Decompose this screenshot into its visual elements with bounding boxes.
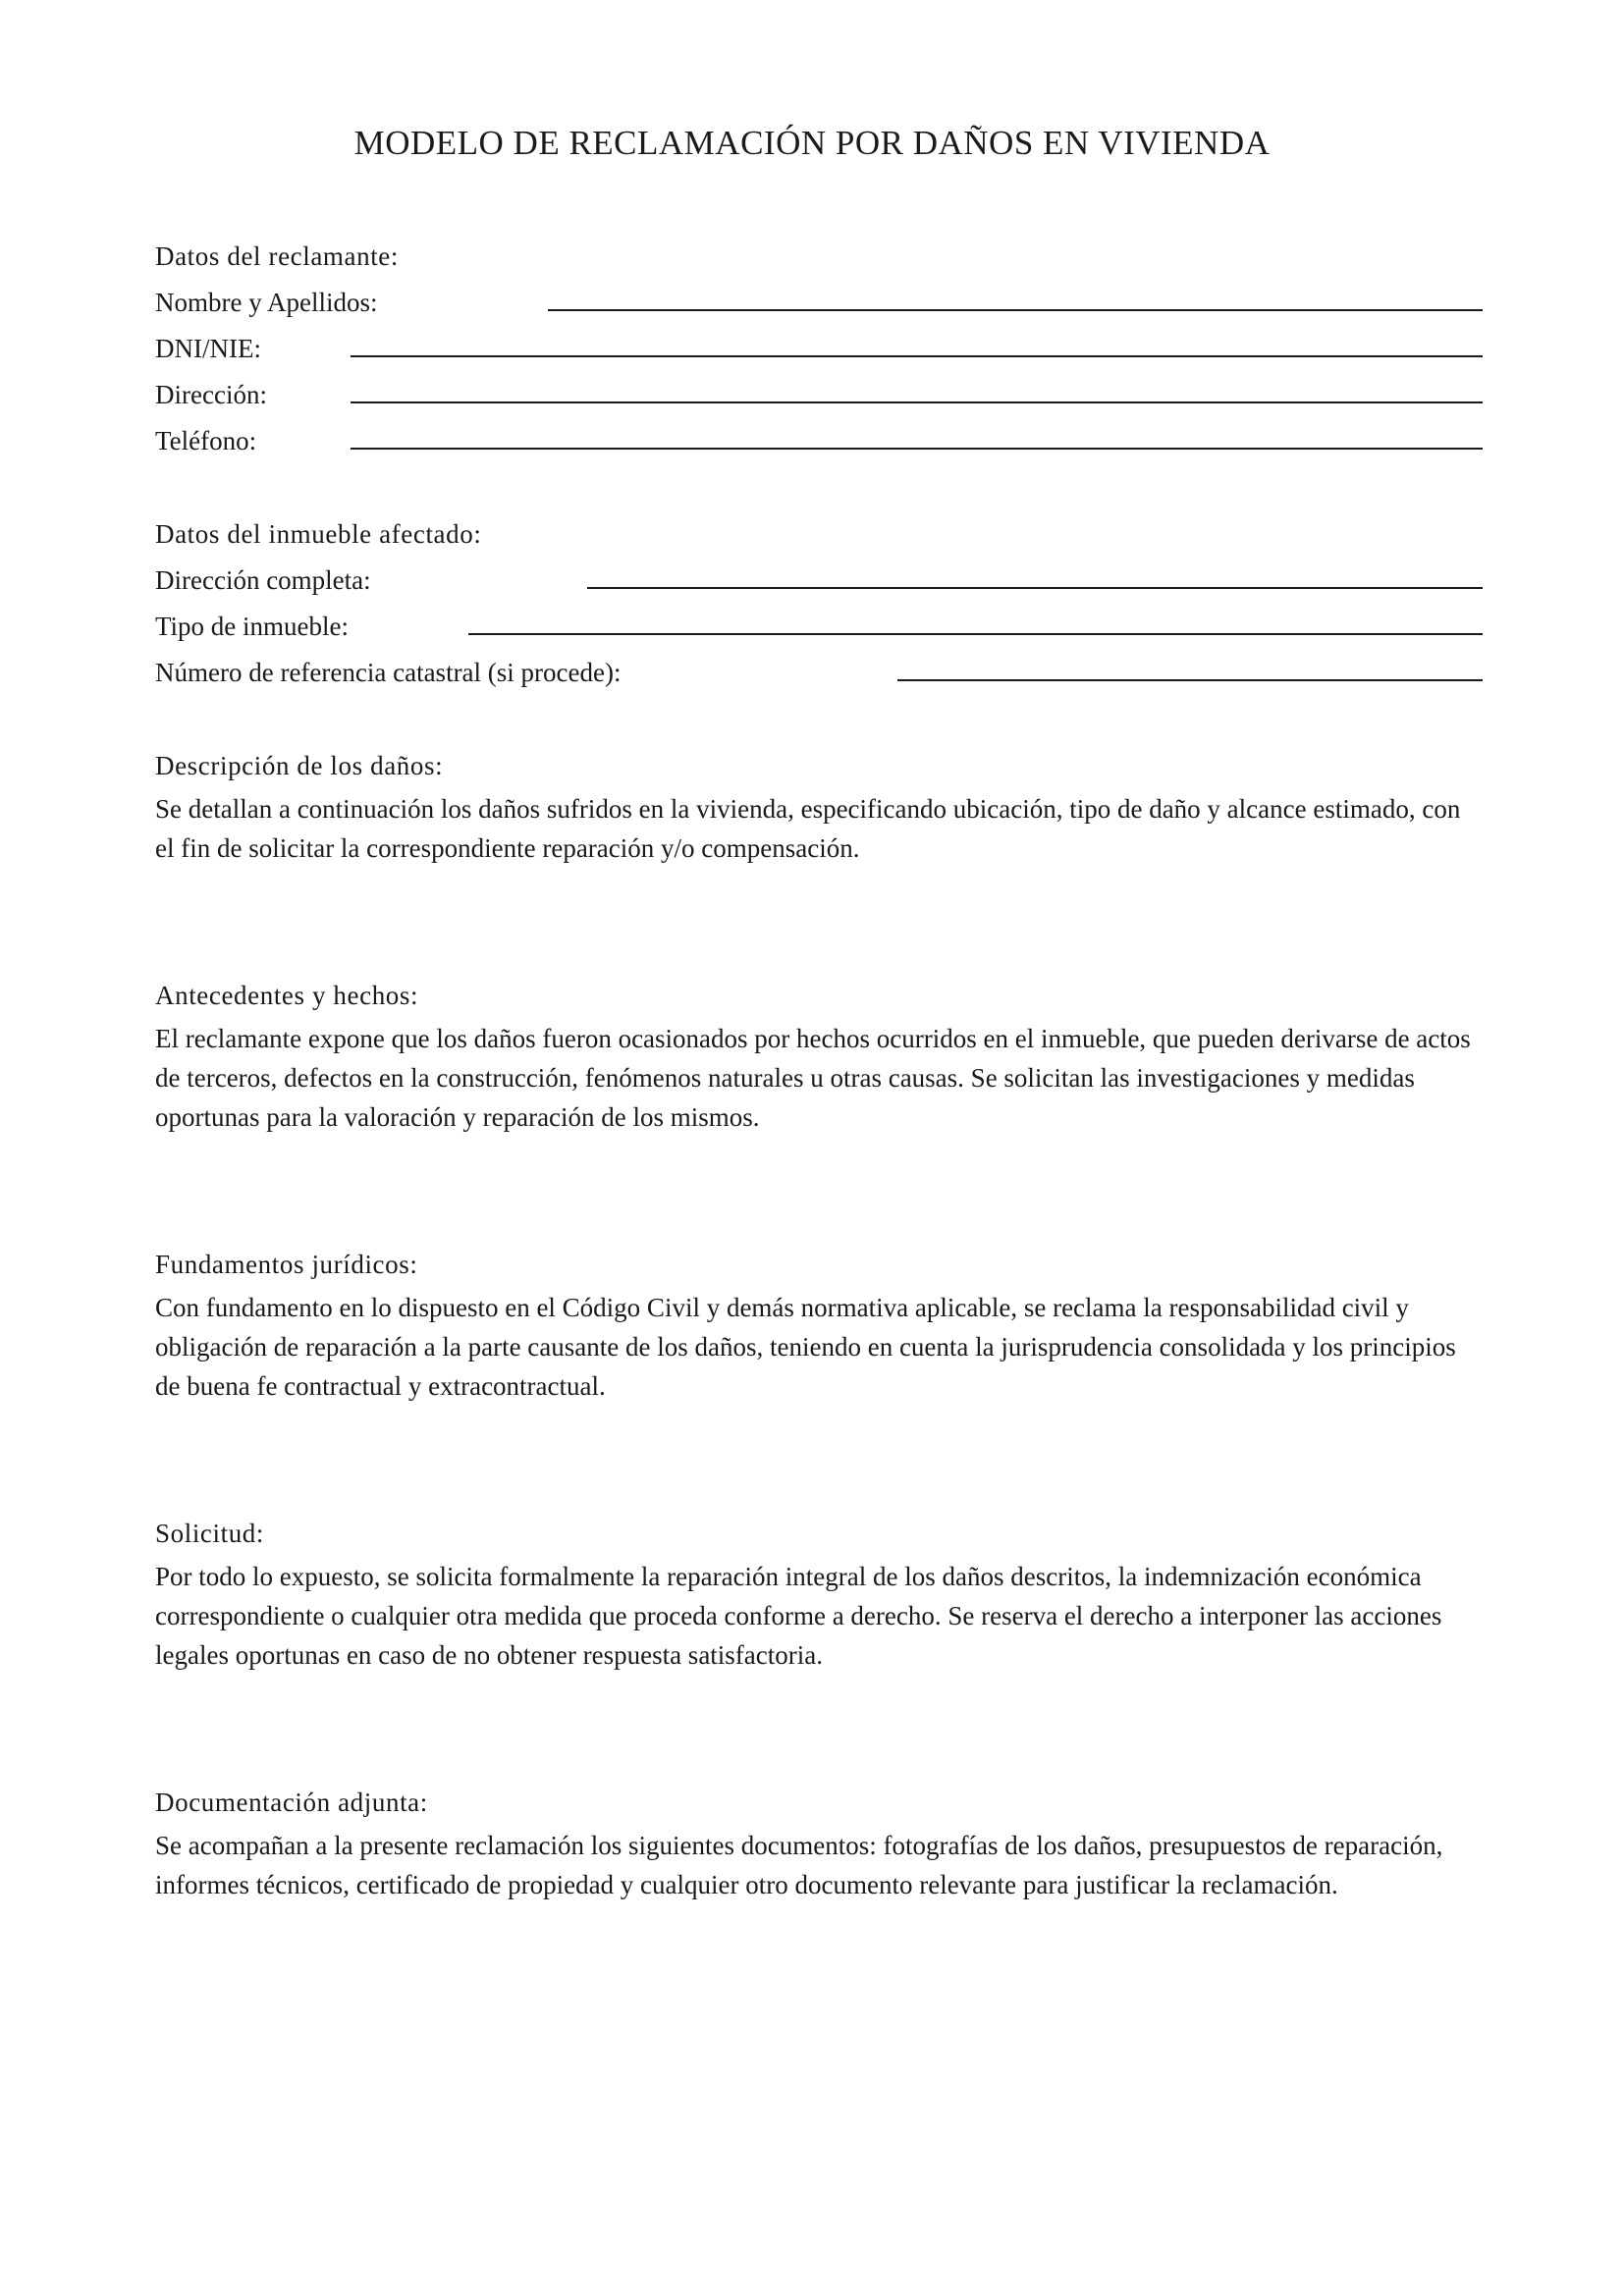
damage-description-text: Se detallan a continuación los daños sufridos en la vivienda, especificando ubicación, tipo de daño y alcance estimado, con el fin de solicitar la correspondiente reparación y/o compensación. (155, 794, 1461, 863)
claimant-dni-field[interactable] (351, 355, 1483, 357)
legal-grounds-section (155, 1242, 1483, 1406)
property-cadastral-row (155, 650, 1483, 696)
spacer (155, 868, 1483, 973)
background-text: El reclamante expone que los daños fueron ocasionados por hechos ocurridos en el inmueble, que pueden derivarse de actos de terceros, defectos en la construcción, fenómenos naturales u otras causas. Se solicitan las investigaciones y medidas oportunas para la valoración y reparación de los mismos. (155, 1024, 1471, 1132)
property-address-field[interactable] (587, 587, 1483, 589)
claimant-name-row (155, 280, 1483, 326)
damage-description-heading: Descripción de los daños: (155, 751, 444, 780)
claimant-address-field[interactable] (351, 401, 1483, 403)
property-type-label: Tipo de inmueble: (155, 612, 350, 641)
property-section (155, 511, 1483, 696)
property-address-label: Dirección completa: (155, 565, 371, 595)
attachments-text: Se acompañan a la presente reclamación los siguientes documentos: fotografías de los daños, presupuestos de reparación, informes técnicos, certificado de propiedad y cualquier otro documento relevante para justificar la reclamación. (155, 1831, 1443, 1899)
property-type-field[interactable] (468, 633, 1483, 635)
claimant-address-label: Dirección: (155, 380, 267, 409)
claimant-phone-field[interactable] (351, 448, 1483, 450)
background-section (155, 973, 1483, 1137)
spacer (155, 696, 1483, 743)
background-heading: Antecedentes y hechos: (155, 981, 419, 1010)
request-section (155, 1511, 1483, 1675)
property-heading: Datos del inmueble afectado: (155, 519, 482, 549)
claimant-phone-row (155, 418, 1483, 464)
property-cadastral-field[interactable] (897, 679, 1483, 681)
damage-description-section (155, 743, 1483, 868)
claimant-name-field[interactable] (548, 309, 1483, 311)
document-body (155, 234, 1483, 1904)
attachments-section (155, 1780, 1483, 1904)
document-title: MODELO DE RECLAMACIÓN POR DAÑOS EN VIVIENDA (353, 124, 1271, 162)
legal-grounds-text: Con fundamento en lo dispuesto en el Código Civil y demás normativa aplicable, se reclama la responsabilidad civil y obligación de reparación a la parte causante de los daños, teniendo en cuenta la jurisprudencia consolidada y los principios de buena fe contractual y extracontractual. (155, 1293, 1456, 1401)
request-text: Por todo lo expuesto, se solicita formalmente la reparación integral de los daños descritos, la indemnización económica correspondiente o cualquier otra medida que proceda conforme a derecho. Se reserva el derecho a interponer las acciones legales oportunas en caso de no obtener respuesta satisfactoria. (155, 1562, 1442, 1670)
spacer (155, 464, 1483, 511)
claimant-heading: Datos del reclamante: (155, 241, 399, 271)
property-type-row (155, 604, 1483, 650)
claimant-name-label: Nombre y Apellidos: (155, 288, 378, 317)
request-heading: Solicitud: (155, 1519, 265, 1548)
legal-grounds-heading: Fundamentos jurídicos: (155, 1250, 418, 1279)
property-cadastral-label: Número de referencia catastral (si procede): (155, 658, 622, 687)
claimant-dni-label: DNI/NIE: (155, 334, 261, 363)
spacer (155, 1137, 1483, 1242)
claimant-phone-label: Teléfono: (155, 426, 257, 455)
property-address-row (155, 558, 1483, 604)
claimant-address-row (155, 372, 1483, 418)
claimant-dni-row (155, 326, 1483, 372)
spacer (155, 1675, 1483, 1780)
spacer (155, 1406, 1483, 1511)
attachments-heading: Documentación adjunta: (155, 1788, 428, 1817)
claimant-section (155, 234, 1483, 464)
